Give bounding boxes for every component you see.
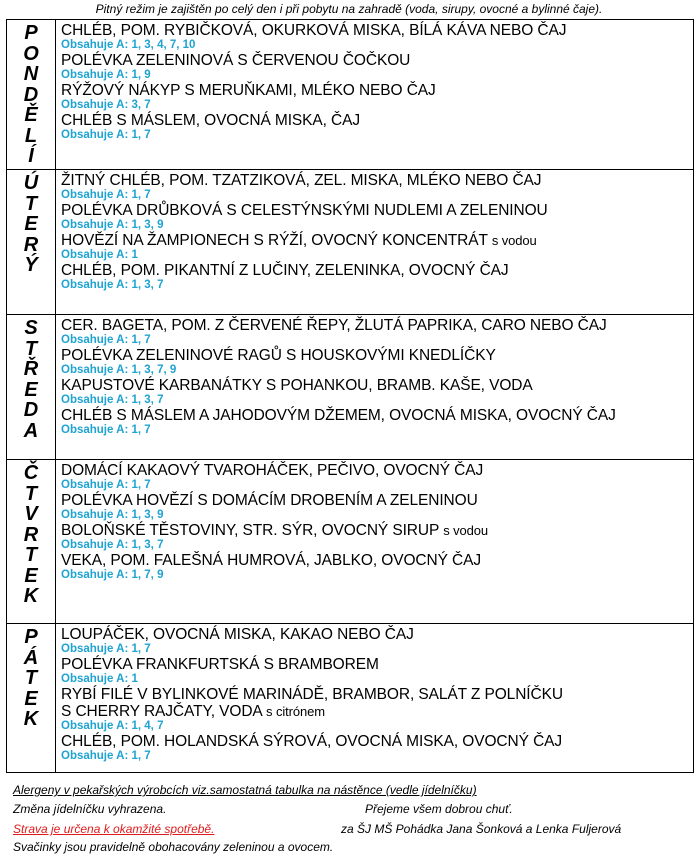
meal-text: LOUPÁČEK, OVOCNÁ MISKA, KAKAO NEBO ČAJ (61, 626, 414, 643)
meal-item (61, 492, 693, 509)
meal-item (61, 22, 693, 39)
day-letter: S (24, 317, 38, 339)
meal-text: BOLOŇSKÉ TĚSTOVINY, STR. SÝR, OVOCNÝ SIRUP (61, 522, 439, 539)
meal-item (61, 462, 693, 479)
day-letter: R (23, 233, 39, 256)
day-letter: R (23, 523, 39, 546)
day-letter: T (24, 544, 38, 566)
day-name (7, 20, 56, 169)
allergen-info: Obsahuje A: 1 (61, 249, 138, 261)
allergen-info: Obsahuje A: 1, 3, 7 (61, 279, 164, 291)
meals-column (56, 170, 693, 314)
warning-note: Strava je určena k okamžité spotřebě. (13, 822, 215, 836)
meal-text: CHLÉB, POM. HOLANDSKÁ SÝROVÁ, OVOCNÁ MISKA, OVOCNÝ ČAJ (61, 733, 563, 750)
allergen-info: Obsahuje A: 1, 7 (61, 189, 151, 201)
allergen-info: Obsahuje A: 1, 7 (61, 643, 151, 655)
allergen-info: Obsahuje A: 1, 7 (61, 479, 151, 491)
day-letter: E (24, 687, 38, 710)
day-row (7, 20, 693, 169)
day-letter: Ú (23, 172, 39, 194)
allergen-info: Obsahuje A: 1, 3, 9 (61, 509, 164, 521)
meal-item (61, 317, 693, 334)
day-letter: Č (23, 462, 39, 484)
day-letter: L (24, 124, 38, 147)
meal-item (61, 52, 693, 69)
meal-item (61, 112, 693, 129)
allergen-info: Obsahuje A: 1, 7 (61, 334, 151, 346)
day-name (7, 460, 56, 623)
meal-item (61, 407, 693, 424)
day-letter: T (24, 667, 38, 689)
allergens-note: Alergeny v pekařských výrobcích viz.samostatná tabulka na nástěnce (vedle jídelníčku) (13, 783, 477, 797)
meals-column (56, 460, 693, 623)
meal-item (61, 686, 693, 703)
meal-text: POLÉVKA HOVĚZÍ S DOMÁCÍM DROBENÍM A ZELENINOU (61, 492, 478, 509)
meal-text: CHLÉB, POM. PIKANTNÍ Z LUČINY, ZELENINKA, OVOCNÝ ČAJ (61, 262, 509, 279)
meal-text: HOVĚZÍ NA ŽAMPIONECH S RÝŽÍ, OVOCNÝ KONCENTRÁT (61, 232, 488, 249)
day-row (7, 314, 693, 459)
day-letter: E (24, 564, 38, 587)
meal-suffix: s vodou (491, 233, 537, 248)
day-row (7, 459, 693, 623)
allergen-info: Obsahuje A: 1, 4, 7 (61, 720, 164, 732)
day-letter: N (23, 63, 39, 85)
allergen-info: Obsahuje A: 1, 7 (61, 129, 151, 141)
allergen-info: Obsahuje A: 1, 3, 9 (61, 219, 164, 231)
day-letter: E (24, 378, 38, 401)
meal-text: RÝŽOVÝ NÁKYP S MERUŇKAMI, MLÉKO NEBO ČAJ (61, 82, 436, 99)
day-letter: P (24, 22, 38, 44)
allergen-info: Obsahuje A: 1, 7 (61, 750, 151, 762)
meal-item (61, 522, 693, 539)
allergen-info: Obsahuje A: 1, 7, 9 (61, 569, 164, 581)
snacks-note: Svačinky jsou pravidelně obohacovány zeleninou a ovocem. (13, 840, 334, 854)
day-letter: Ý (24, 254, 38, 276)
meal-item (61, 552, 693, 569)
meal-item (61, 377, 693, 394)
allergen-info: Obsahuje A: 3, 7 (61, 99, 151, 111)
meal-text: RYBÍ FILÉ V BYLINKOVÉ MARINÁDĚ, BRAMBOR, SALÁT Z POLNÍČKU (61, 686, 563, 703)
meal-item (61, 347, 693, 364)
allergen-info: Obsahuje A: 1, 7 (61, 424, 151, 436)
day-letter: Í (28, 145, 34, 167)
meal-item (61, 262, 693, 279)
meal-item (61, 232, 693, 249)
day-letter: P (24, 626, 38, 648)
allergen-info: Obsahuje A: 1, 3, 7, 9 (61, 364, 177, 376)
meal-text: DOMÁCÍ KAKAOVÝ TVAROHÁČEK, PEČIVO, OVOCNÝ ČAJ (61, 462, 484, 479)
meals-column (56, 20, 693, 169)
meal-item (61, 82, 693, 99)
allergen-info: Obsahuje A: 1, 3, 7 (61, 394, 164, 406)
day-letter: A (23, 419, 39, 442)
day-letter: Á (23, 646, 39, 669)
day-letter: D (23, 399, 39, 421)
day-row (7, 169, 693, 314)
meal-text: KAPUSTOVÉ KARBANÁTKY S POHANKOU, BRAMB. KAŠE, VODA (61, 377, 533, 394)
wish-note: Přejeme všem dobrou chuť. (365, 802, 513, 816)
allergen-info: Obsahuje A: 1, 3, 4, 7, 10 (61, 39, 196, 51)
meal-item-continued (61, 703, 693, 720)
meals-column (56, 624, 693, 772)
day-letter: D (23, 83, 39, 106)
allergen-info: Obsahuje A: 1, 9 (61, 69, 151, 81)
meal-text: POLÉVKA DRŮBKOVÁ S CELESTÝNSKÝMI NUDLEMI A ZELENINOU (61, 202, 548, 219)
meal-item (61, 733, 693, 750)
day-letter: Ř (23, 358, 39, 380)
meal-text: POLÉVKA FRANKFURTSKÁ S BRAMBOREM (61, 656, 379, 673)
meal-item (61, 626, 693, 643)
weekly-menu-table (6, 19, 694, 773)
meal-text: CHLÉB S MÁSLEM, OVOCNÁ MISKA, ČAJ (61, 112, 361, 129)
allergen-info: Obsahuje A: 1, 3, 7 (61, 539, 164, 551)
day-letter: T (24, 482, 38, 505)
day-letter: V (24, 503, 38, 525)
day-letter: E (24, 213, 38, 235)
change-note: Změna jídelníčku vyhrazena. (13, 802, 167, 816)
allergen-info: Obsahuje A: 1 (61, 673, 138, 685)
meal-text: CER. BAGETA, POM. Z ČERVENÉ ŘEPY, ŽLUTÁ PAPRIKA, CARO NEBO ČAJ (61, 317, 607, 334)
meal-text: ŽITNÝ CHLÉB, POM. TZATZIKOVÁ, ZEL. MISKA, MLÉKO NEBO ČAJ (61, 172, 542, 189)
day-letter: Ě (24, 104, 38, 126)
meal-text: POLÉVKA ZELENINOVÉ RAGŮ S HOUSKOVÝMI KNEDLÍČKY (61, 347, 496, 364)
meal-item (61, 202, 693, 219)
day-row (7, 623, 693, 772)
meal-suffix: s vodou (443, 523, 489, 538)
meal-suffix: s citrónem (266, 704, 325, 719)
meal-text: POLÉVKA ZELENINOVÁ S ČERVENOU ČOČKOU (61, 52, 411, 69)
meal-text: CHLÉB S MÁSLEM A JAHODOVÝM DŽEMEM, OVOCNÁ MISKA, OVOCNÝ ČAJ (61, 407, 616, 424)
day-name (7, 315, 56, 459)
meal-text: VEKA, POM. FALEŠNÁ HUMROVÁ, JABLKO, OVOCNÝ ČAJ (61, 552, 482, 569)
day-letter: T (24, 337, 38, 360)
day-letter: O (23, 42, 39, 65)
day-name (7, 624, 56, 772)
meal-text: S CHERRY RAJČATY, VODA (61, 703, 262, 720)
drinking-regime-note: Pitný režim je zajištěn po celý den i při pobytu na zahradě (voda, sirupy, ovocné a bylinné čaje). (95, 2, 603, 16)
meal-item (61, 656, 693, 673)
day-letter: K (23, 708, 39, 730)
meal-item (61, 172, 693, 189)
authors-note: za ŠJ MŠ Pohádka Jana Šonková a Lenka Fuljerová (341, 822, 622, 836)
meals-column (56, 315, 693, 459)
day-letter: K (23, 585, 39, 607)
day-letter: T (24, 192, 38, 215)
meal-text: CHLÉB, POM. RYBIČKOVÁ, OKURKOVÁ MISKA, BÍLÁ KÁVA NEBO ČAJ (61, 22, 567, 39)
day-name (7, 170, 56, 314)
